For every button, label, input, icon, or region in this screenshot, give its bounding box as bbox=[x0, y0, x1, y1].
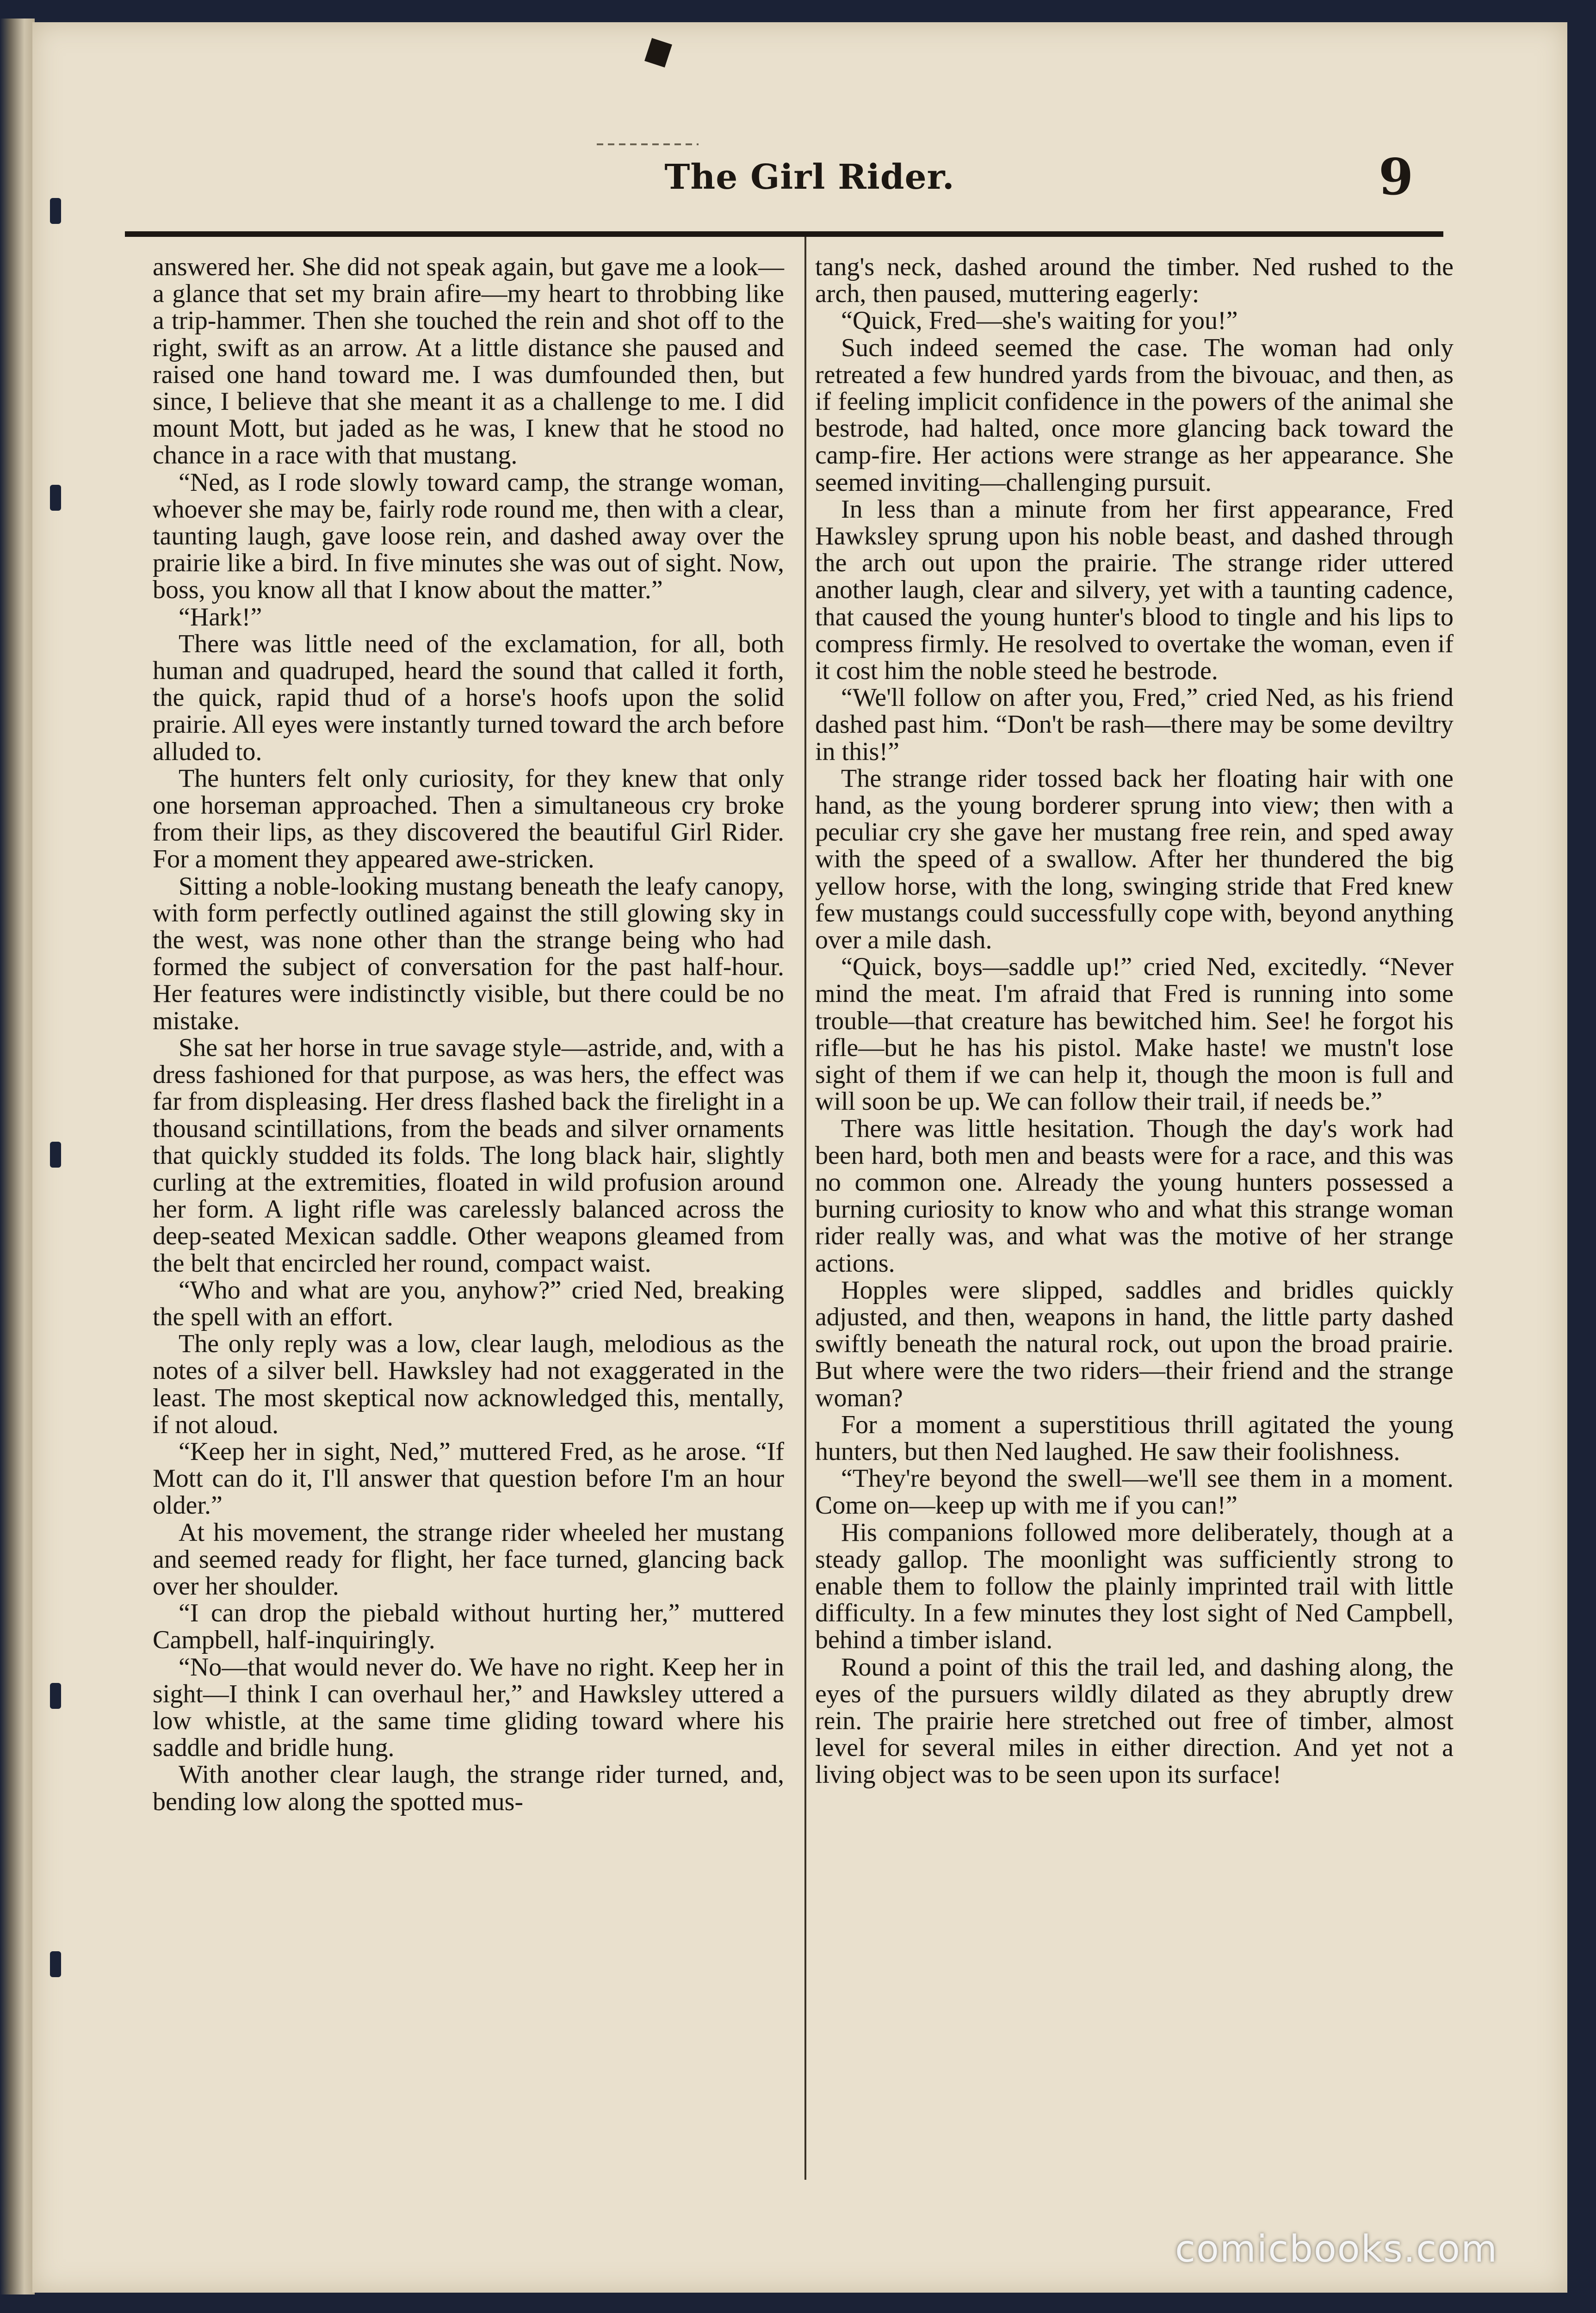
paragraph: “They're beyond the swell—we'll see them in a moment. Come on—keep up with me if you can!” bbox=[815, 1464, 1454, 1520]
left-column bbox=[153, 254, 784, 2187]
ink-blot bbox=[644, 38, 672, 68]
paragraph: The strange rider tossed back her floating hair with one hand, as the young borderer sprung into view; then with a peculiar cry she gave her mustang free rein, and sped away with the speed of a swallow. After her thundered the big yellow horse, with the long, swinging stride that Fred knew few mustangs could successfully cope with, beyond anything over a mile dash. bbox=[815, 764, 1454, 955]
paragraph: Round a point of this the trail led, and dashing along, the eyes of the pursuers wildly dilated as they abruptly drew rein. The prairie here stretched out free of timber, almost level for several miles in either direction. And yet not a living object was to be seen upon its surface! bbox=[815, 1652, 1454, 1789]
paragraph: For a moment a superstitious thrill agitated the young hunters, but then Ned laughed. He saw their foolishness. bbox=[815, 1410, 1454, 1466]
right-column bbox=[815, 254, 1454, 2187]
binding-stitch bbox=[50, 485, 61, 511]
paragraph: “Ned, as I rode slowly toward camp, the strange woman, whoever she may be, fairly rode round me, then with a clear, taunting laugh, gave loose rein, and dashed away over the prairie like a bird. In five minutes she was out of sight. Now, boss, you know all that I know about the matter.” bbox=[153, 468, 784, 605]
binding-stitch bbox=[50, 198, 61, 224]
header-rule bbox=[125, 231, 1443, 237]
paragraph: answered her. She did not speak again, but gave me a look—a glance that set my brain afire—my heart to throbbing like a trip-hammer. Then she touched the rein and shot off to the right, swift as an arrow. At a little distance she paused and raised one hand toward me. I was dumfounded then, but since, I believe that she meant it as a challenge to me. I did mount Mott, but jaded as he was, I knew that he stood no chance in a race with that mustang. bbox=[153, 253, 784, 470]
site-watermark: comicbooks.com bbox=[1175, 2227, 1498, 2270]
paragraph: tang's neck, dashed around the timber. Ned rushed to the arch, then paused, muttering eagerly: bbox=[815, 253, 1454, 309]
decorative-dash bbox=[597, 143, 699, 145]
paragraph: “We'll follow on after you, Fred,” cried Ned, as his friend dashed past him. “Don't be rash—there may be some deviltry in this!” bbox=[815, 683, 1454, 766]
paragraph: “Quick, boys—saddle up!” cried Ned, excitedly. “Never mind the meat. I'm afraid that Fred is running into some trouble—that creature has bewitched him. See! he forgot his rifle—but he has his pistol. Make haste! we mustn't lose sight of them if we can help it, though the moon is full and will soon be up. We can follow their trail, if needs be.” bbox=[815, 952, 1454, 1116]
paragraph: At his movement, the strange rider wheeled her mustang and seemed ready for flight, her face turned, glancing back over her shoulder. bbox=[153, 1518, 784, 1601]
running-title: The Girl Rider. bbox=[664, 157, 955, 197]
paragraph: “Keep her in sight, Ned,” muttered Fred, as he arose. “If Mott can do it, I'll answer that question before I'm an hour older.” bbox=[153, 1437, 784, 1520]
paragraph: In less than a minute from her first appearance, Fred Hawksley sprung upon his noble beast, and dashed through the arch out upon the prairie. The strange rider uttered another laugh, clear and silvery, yet with a taunting cadence, that caused the young hunter's blood to tingle and his lips to compress firmly. He resolved to overtake the woman, even if it cost him the noble steed he bestrode. bbox=[815, 495, 1454, 686]
paragraph: She sat her horse in true savage style—astride, and, with a dress fashioned for that purpose, as was hers, the effect was far from displeasing. Her dress flashed back the firelight in a thousand scintillations, from the beads and silver ornaments that quickly studded its folds. The long black hair, slightly curling at the extremities, floated in wild profusion around her form. A light rifle was carelessly balanced across the deep-seated Mexican saddle. Other weapons gleamed from the belt that encircled her round, compact waist. bbox=[153, 1033, 784, 1278]
paragraph: “I can drop the piebald without hurting her,” muttered Campbell, half-inquiringly. bbox=[153, 1599, 784, 1655]
paragraph: “Quick, Fred—she's waiting for you!” bbox=[841, 306, 1238, 335]
paragraph: Such indeed seemed the case. The woman had only retreated a few hundred yards from the bivouac, and then, as if feeling implicit confidence in the powers of the animal she bestrode, had halted, once more glancing back toward the camp-fire. Her actions were strange as her appearance. She seemed inviting—challenging pursuit. bbox=[815, 333, 1454, 497]
binding-stitch bbox=[50, 1951, 61, 1977]
paragraph: With another clear laugh, the strange rider turned, and, bending low along the spotted mus- bbox=[153, 1760, 784, 1816]
column-divider bbox=[804, 237, 806, 2180]
paragraph: “Who and what are you, anyhow?” cried Ned, breaking the spell with an effort. bbox=[153, 1275, 784, 1331]
paragraph: “No—that would never do. We have no right. Keep her in sight—I think I can overhaul her,” and Hawksley uttered a low whistle, at the same time gliding toward where his saddle and bridle hung. bbox=[153, 1652, 784, 1763]
paragraph: There was little hesitation. Though the day's work had been hard, both men and beasts were for a race, and this was no common one. Already the young hunters possessed a burning curiosity to know who and what this strange woman rider really was, and what was the motive of her strange actions. bbox=[815, 1114, 1454, 1278]
book-binding bbox=[0, 19, 35, 2294]
paragraph: The only reply was a low, clear laugh, melodious as the notes of a silver bell. Hawksley had not exaggerated in the least. The most skeptical now acknowledged this, mentally, if not aloud. bbox=[153, 1330, 784, 1439]
paragraph: “Hark!” bbox=[179, 602, 262, 631]
paragraph: His companions followed more deliberately, though at a steady gallop. The moonlight was sufficiently strong to enable them to follow the plainly imprinted trail with little difficulty. In a few minutes they lost sight of Ned Campbell, behind a timber island. bbox=[815, 1518, 1454, 1655]
paragraph: Hopples were slipped, saddles and bridles quickly adjusted, and then, weapons in hand, the little party dashed swiftly beneath the natural rock, out upon the broad prairie. But where were the two riders—their friend and the strange woman? bbox=[815, 1275, 1454, 1412]
paragraph: Sitting a noble-looking mustang beneath the leafy canopy, with form perfectly outlined against the still glowing sky in the west, was none other than the strange being who had formed the subject of conversation for the past half-hour. Her features were indistinctly visible, but there could be no mistake. bbox=[153, 872, 784, 1035]
page-number: 9 bbox=[1379, 148, 1414, 206]
binding-stitch bbox=[50, 1142, 61, 1168]
binding-stitch bbox=[50, 1683, 61, 1709]
paragraph: The hunters felt only curiosity, for they knew that only one horseman approached. Then a simultaneous cry broke from their lips, as they discovered the beautiful Girl Rider. For a moment they appeared awe-stricken. bbox=[153, 764, 784, 874]
paragraph: There was little need of the exclamation, for all, both human and quadruped, heard the sound that called it forth, the quick, rapid thud of a horse's hoofs upon the solid prairie. All eyes were instantly turned toward the arch before alluded to. bbox=[153, 629, 784, 766]
